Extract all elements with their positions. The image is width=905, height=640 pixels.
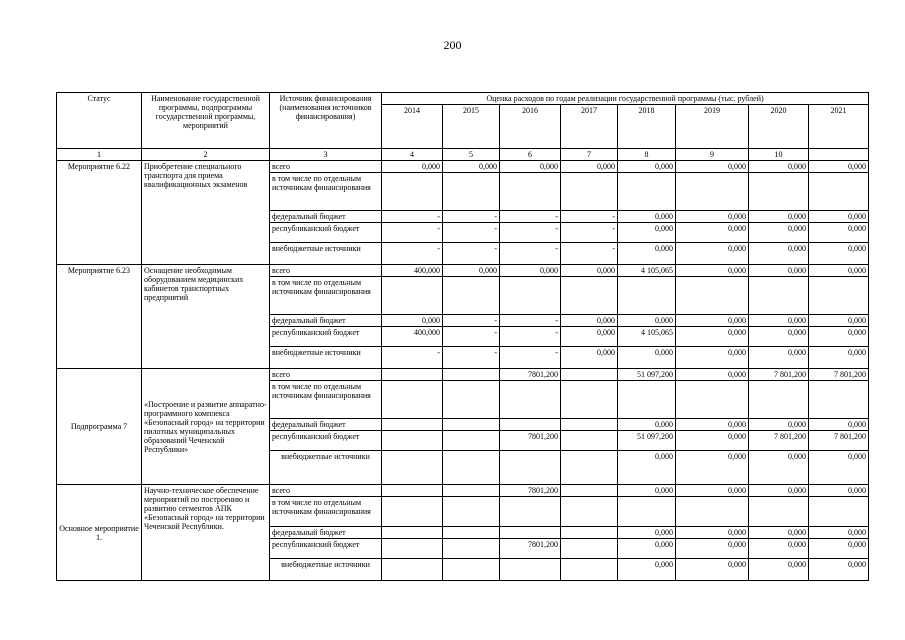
name-cell: Приобретение специального транспорта для приема квалификационных экзаменов [142,161,270,265]
value-cell [500,451,561,485]
name-cell: Оснащение необходимым оборудованием медицинских кабинетов транспортных предприятий [142,265,270,369]
value-cell: 0,000 [749,419,809,431]
col-number: 7 [561,149,618,161]
year-cell: 2014 [382,105,443,149]
header-row-1 [57,93,869,105]
value-cell: 0,000 [809,243,869,265]
value-cell: - [500,211,561,223]
value-cell: 0,000 [809,347,869,369]
value-cell: 0,000 [809,161,869,173]
table-row [57,369,869,381]
status-cell: Подпрограмма 7 [57,369,142,485]
value-cell [500,277,561,315]
value-cell [443,451,500,485]
value-cell: 0,000 [676,243,749,265]
value-cell [618,497,676,527]
value-cell [561,539,618,559]
value-cell [561,277,618,315]
value-cell: 0,000 [443,265,500,277]
value-cell: 0,000 [676,527,749,539]
header-status: Статус [57,93,142,149]
col-number: 3 [270,149,382,161]
col-number: 9 [676,149,749,161]
source-cell: всего [270,265,382,277]
value-cell: - [500,315,561,327]
value-cell [561,369,618,381]
source-cell: федеральный бюджет [270,527,382,539]
value-cell: 7 801,200 [809,369,869,381]
value-cell: - [500,223,561,243]
value-cell: - [443,327,500,347]
value-cell: 0,000 [749,539,809,559]
value-cell: 0,000 [618,223,676,243]
value-cell: 0,000 [500,265,561,277]
table-row [57,161,869,173]
source-cell: федеральный бюджет [270,315,382,327]
value-cell: 7801,200 [500,431,561,451]
value-cell: - [382,211,443,223]
value-cell [382,419,443,431]
value-cell [561,431,618,451]
value-cell: - [500,327,561,347]
value-cell [500,173,561,211]
value-cell: 0,000 [500,161,561,173]
value-cell [382,431,443,451]
value-cell: 0,000 [618,527,676,539]
value-cell: 0,000 [618,451,676,485]
value-cell: 0,000 [382,161,443,173]
column-number-row [57,149,869,161]
value-cell [676,277,749,315]
value-cell: - [382,347,443,369]
value-cell: 0,000 [676,451,749,485]
value-cell: - [443,243,500,265]
value-cell [443,485,500,497]
value-cell [749,381,809,419]
year-cell: 2020 [749,105,809,149]
value-cell [749,173,809,211]
value-cell [809,497,869,527]
value-cell [618,173,676,211]
year-cell: 2016 [500,105,561,149]
value-cell: 4 105,065 [618,265,676,277]
name-cell: «Построение и развитие аппаратно-программного комплекса «Безопасный город» на территории пилотных муниципальных образований Чеченской Республики» [142,369,270,485]
value-cell [676,381,749,419]
value-cell: - [500,243,561,265]
value-cell: 0,000 [809,539,869,559]
value-cell: 0,000 [561,161,618,173]
value-cell [676,497,749,527]
value-cell [809,173,869,211]
source-cell: в том числе по отдельным источникам финансирования [270,173,382,211]
value-cell: 7 801,200 [749,369,809,381]
value-cell: 0,000 [618,347,676,369]
value-cell: 0,000 [749,315,809,327]
value-cell [382,527,443,539]
value-cell [382,539,443,559]
value-cell: - [443,347,500,369]
value-cell [561,559,618,581]
value-cell: 0,000 [676,419,749,431]
value-cell [382,485,443,497]
source-cell: республиканский бюджет [270,431,382,451]
value-cell: 0,000 [618,161,676,173]
value-cell: - [561,211,618,223]
value-cell: 400,000 [382,327,443,347]
value-cell: 0,000 [618,485,676,497]
value-cell: 0,000 [676,223,749,243]
value-cell: 0,000 [809,223,869,243]
value-cell: - [443,315,500,327]
value-cell [443,559,500,581]
value-cell [500,527,561,539]
col-number: 10 [749,149,809,161]
source-cell: в том числе по отдельным источникам финансирования [270,381,382,419]
value-cell: 0,000 [676,327,749,347]
value-cell [443,381,500,419]
value-cell [618,381,676,419]
value-cell [500,381,561,419]
value-cell: 0,000 [809,327,869,347]
value-cell: 51 097,200 [618,369,676,381]
value-cell: 0,000 [561,315,618,327]
year-cell: 2019 [676,105,749,149]
value-cell [749,497,809,527]
value-cell [500,419,561,431]
value-cell [382,369,443,381]
value-cell: 0,000 [561,347,618,369]
value-cell: - [561,223,618,243]
source-cell: в том числе по отдельным источникам финансирования [270,497,382,527]
header-source: Источник финансирования (наименования источников финансирования) [270,93,382,149]
value-cell: 0,000 [676,431,749,451]
value-cell: 0,000 [618,211,676,223]
value-cell: 0,000 [561,265,618,277]
header-estimate: Оценка расходов по годам реализации государственной программы (тыс. рублей) [382,93,869,105]
value-cell [809,277,869,315]
value-cell [561,451,618,485]
value-cell: 0,000 [676,161,749,173]
value-cell: 7801,200 [500,485,561,497]
value-cell [443,369,500,381]
table-row [57,265,869,277]
value-cell: 0,000 [749,327,809,347]
value-cell [382,451,443,485]
source-cell: республиканский бюджет [270,223,382,243]
source-cell: внебюджетные источники [270,243,382,265]
year-cell: 2015 [443,105,500,149]
value-cell: 0,000 [749,161,809,173]
value-cell: 51 097,200 [618,431,676,451]
value-cell: 0,000 [618,559,676,581]
value-cell [382,559,443,581]
col-number [809,149,869,161]
value-cell: 400,000 [382,265,443,277]
value-cell: 0,000 [618,315,676,327]
col-number: 1 [57,149,142,161]
col-number: 4 [382,149,443,161]
value-cell [618,277,676,315]
value-cell: 0,000 [809,485,869,497]
budget-table [56,92,869,581]
source-cell: всего [270,485,382,497]
year-cell: 2017 [561,105,618,149]
value-cell: 0,000 [749,223,809,243]
value-cell: 0,000 [809,265,869,277]
value-cell [561,381,618,419]
value-cell [443,277,500,315]
value-cell [443,431,500,451]
value-cell: 0,000 [618,419,676,431]
value-cell: 0,000 [809,527,869,539]
value-cell [443,497,500,527]
value-cell [382,497,443,527]
value-cell: - [561,243,618,265]
value-cell [561,497,618,527]
source-cell: всего [270,369,382,381]
value-cell [443,527,500,539]
value-cell [382,381,443,419]
value-cell: 0,000 [443,161,500,173]
value-cell [809,381,869,419]
value-cell [561,485,618,497]
value-cell: 0,000 [676,265,749,277]
name-cell: Научно-техническое обеспечение мероприятий по построению и развитию сегментов АПК «Безопасный город» на территории Чеченской Республики. [142,485,270,581]
status-cell: Мероприятие 6.22 [57,161,142,265]
value-cell: 0,000 [676,211,749,223]
value-cell: 7 801,200 [809,431,869,451]
value-cell [443,419,500,431]
header-name: Наименование государственной программы, подпрограммы государственной программы, мероприятий [142,93,270,149]
value-cell [443,173,500,211]
value-cell: 0,000 [676,347,749,369]
source-cell: внебюджетные источники [270,559,382,581]
value-cell: 0,000 [676,485,749,497]
value-cell [749,277,809,315]
source-cell: в том числе по отдельным источникам финансирования [270,277,382,315]
source-cell: всего [270,161,382,173]
source-cell: федеральный бюджет [270,211,382,223]
value-cell: - [382,243,443,265]
col-number: 5 [443,149,500,161]
value-cell: 7801,200 [500,369,561,381]
value-cell [561,527,618,539]
value-cell: 0,000 [809,419,869,431]
value-cell: 0,000 [749,347,809,369]
value-cell: - [443,223,500,243]
col-number: 6 [500,149,561,161]
value-cell [500,497,561,527]
value-cell: - [443,211,500,223]
value-cell: 0,000 [809,211,869,223]
value-cell: 0,000 [561,327,618,347]
year-cell: 2021 [809,105,869,149]
value-cell: 0,000 [809,559,869,581]
value-cell: 0,000 [676,315,749,327]
value-cell: 0,000 [749,265,809,277]
value-cell: 0,000 [676,559,749,581]
value-cell: 0,000 [382,315,443,327]
value-cell: 0,000 [749,485,809,497]
value-cell: 0,000 [749,451,809,485]
value-cell: 0,000 [749,559,809,581]
source-cell: внебюджетные источники [270,347,382,369]
value-cell: 0,000 [749,211,809,223]
value-cell: 0,000 [676,539,749,559]
value-cell [561,173,618,211]
status-cell: Мероприятие 6.23 [57,265,142,369]
value-cell [676,173,749,211]
source-cell: республиканский бюджет [270,539,382,559]
value-cell: 0,000 [749,527,809,539]
table-row [57,485,869,497]
value-cell [382,277,443,315]
page-number: 200 [443,38,462,52]
source-cell: внебюджетные источники [270,451,382,485]
value-cell: 7801,200 [500,539,561,559]
value-cell [382,173,443,211]
source-cell: республиканский бюджет [270,327,382,347]
value-cell: 0,000 [676,369,749,381]
value-cell: - [500,347,561,369]
value-cell [500,559,561,581]
value-cell [443,539,500,559]
value-cell: 4 105,065 [618,327,676,347]
value-cell: 0,000 [749,243,809,265]
source-cell: федеральный бюджет [270,419,382,431]
col-number: 2 [142,149,270,161]
value-cell: 0,000 [618,539,676,559]
value-cell: 0,000 [809,315,869,327]
value-cell: 0,000 [809,451,869,485]
year-cell: 2018 [618,105,676,149]
value-cell: 0,000 [618,243,676,265]
value-cell: 7 801,200 [749,431,809,451]
status-cell: Основное мероприятие 1. [57,485,142,581]
value-cell: - [382,223,443,243]
value-cell [561,419,618,431]
col-number: 8 [618,149,676,161]
